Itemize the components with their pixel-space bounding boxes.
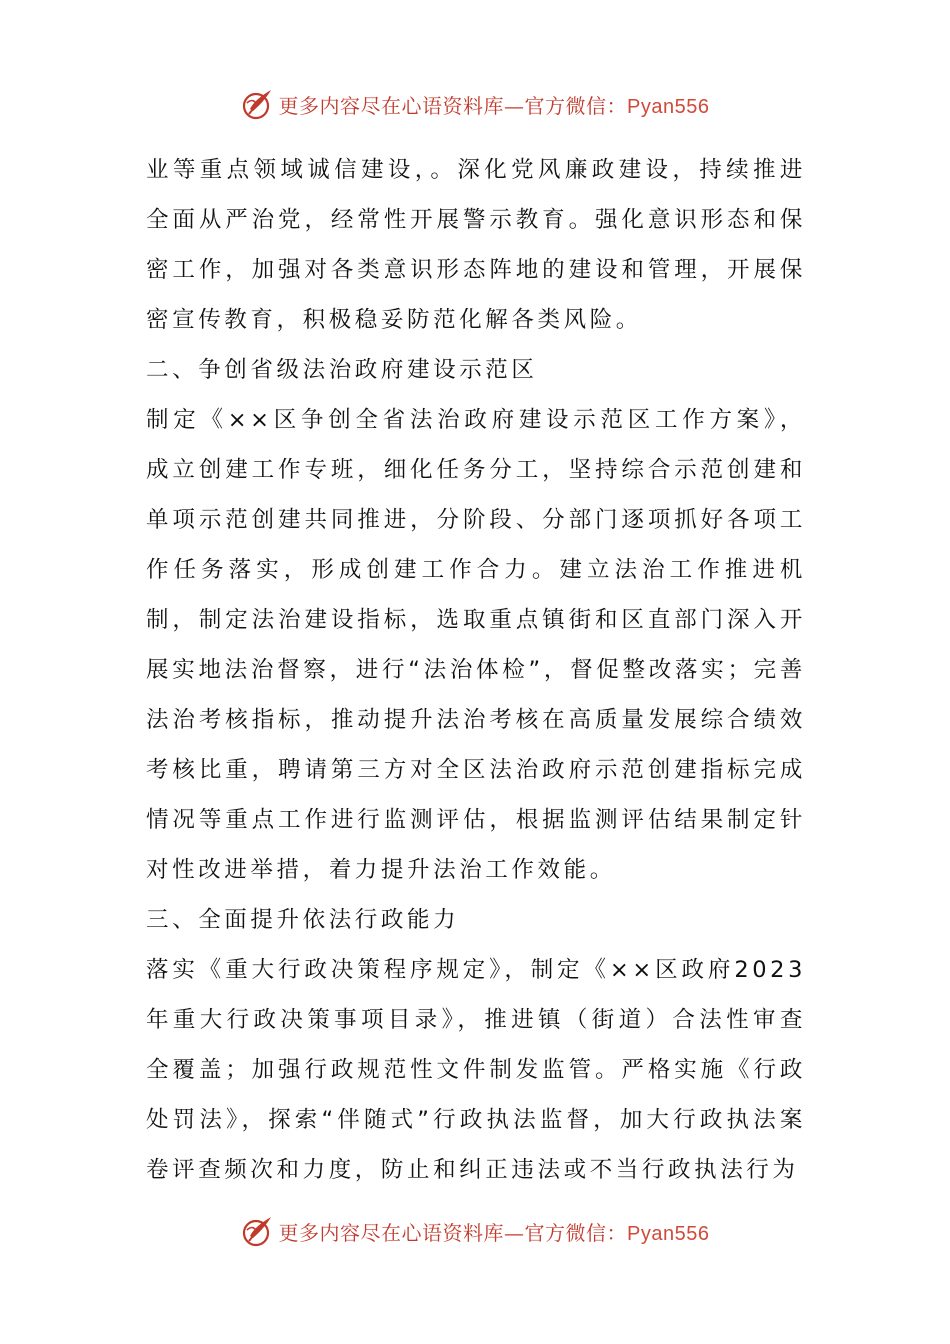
footer-watermark-text: 更多内容尽在心语资料库—官方微信：Pyan556 [278,1220,710,1245]
quill-logo-icon [241,1214,275,1248]
section-heading-2: 二、争创省级法治政府建设示范区 [146,357,538,383]
section-heading-3: 三、全面提升依法行政能力 [146,907,460,933]
header-watermark-text: 更多内容尽在心语资料库—官方微信：Pyan556 [278,93,710,118]
footer-watermark [0,1211,950,1251]
paragraph-1: 业等重点领域诚信建设，。深化党风廉政建设，持续推进全面从严治党，经常性开展警示教育。强化意识形态和保密工作，加强对各类意识形态阵地的建设和管理，开展保密宣传教育，积极稳妥防范化解各类风险。 [146,157,806,333]
header-watermark [0,84,950,124]
paragraph-3: 落实《重大行政决策程序规定》，制定《××区政府2023年重大行政决策事项目录》，推进镇（街道）合法性审查全覆盖；加强行政规范性文件制发监管。严格实施《行政处罚法》，探索“伴随式”行政执法监督，加大行政执法案卷评查频次和力度，防止和纠正违法或不当行政执法行为 [146,957,806,1183]
paragraph-2: 制定《××区争创全省法治政府建设示范区工作方案》，成立创建工作专班，细化任务分工，坚持综合示范创建和单项示范创建共同推进，分阶段、分部门逐项抓好各项工作任务落实，形成创建工作合力。建立法治工作推进机制，制定法治建设指标，选取重点镇街和区直部门深入开展实地法治督察，进行“法治体检”，督促整改落实；完善法治考核指标，推动提升法治考核在高质量发展综合绩效考核比重，聘请第三方对全区法治政府示范创建指标完成情况等重点工作进行监测评估，根据监测评估结果制定针对性改进举措，着力提升法治工作效能。 [146,407,806,883]
document-body [146,145,806,1195]
quill-logo-icon [241,87,275,121]
header-brand-text: Pyan556 [627,95,710,118]
footer-brand-text: Pyan556 [627,1222,710,1245]
